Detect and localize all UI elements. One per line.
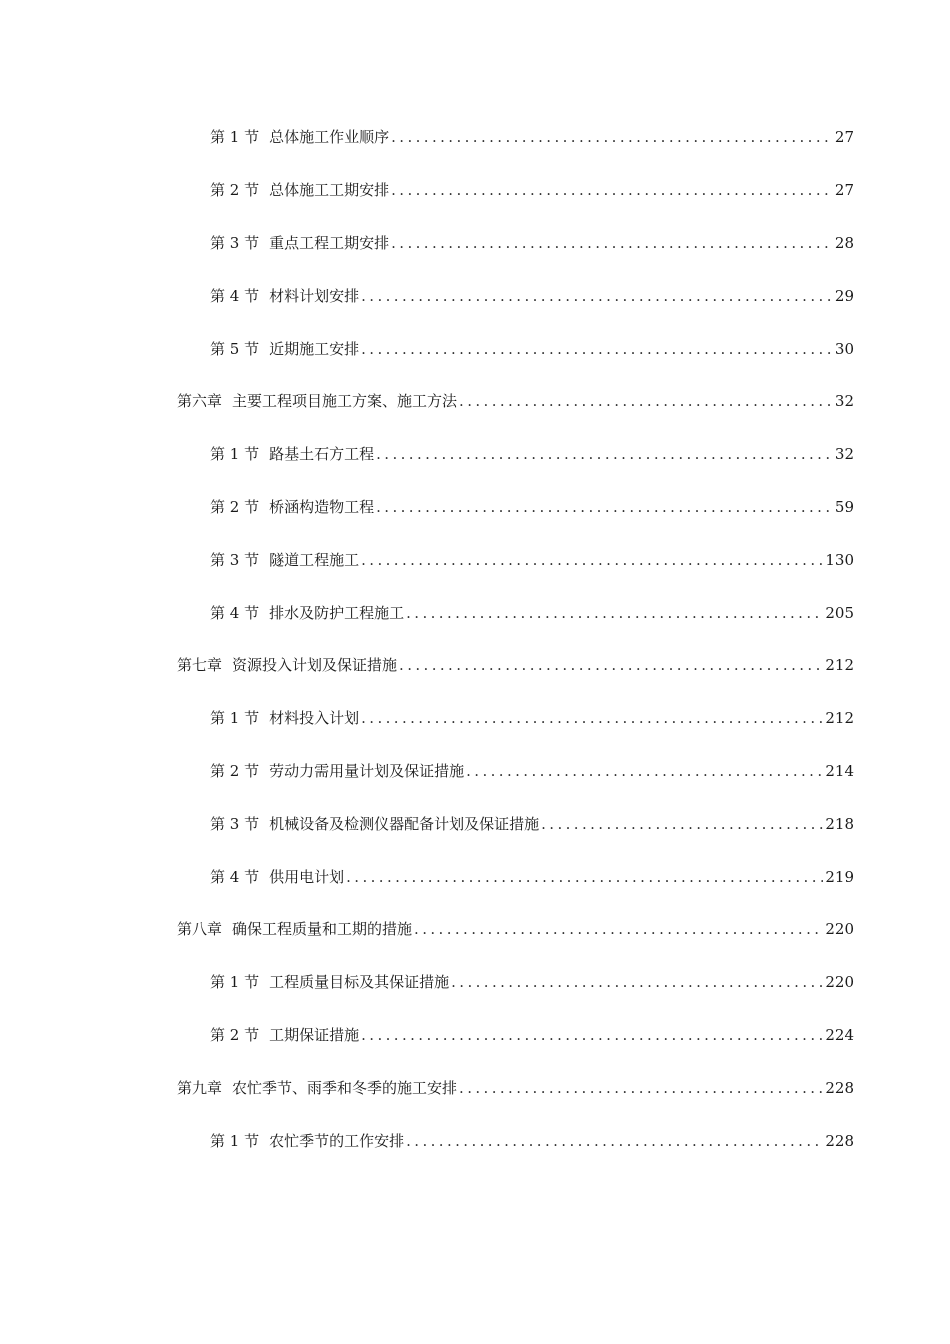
entry-page-number: 220: [825, 973, 854, 992]
toc-entry[interactable]: [0, 1114, 950, 1167]
toc-entry[interactable]: [0, 1009, 950, 1062]
entry-title: 材料计划安排: [269, 286, 360, 305]
toc-chapter-entry[interactable]: [0, 1061, 950, 1114]
entry-number: 第 2 节: [210, 761, 260, 780]
dot-leader: [466, 761, 823, 781]
dot-leader: [376, 444, 833, 464]
entry-number: 第 3 节: [210, 550, 260, 569]
entry-title: 隧道工程施工: [269, 550, 360, 569]
dot-leader: [361, 339, 833, 359]
entry-number: 第 4 节: [210, 867, 260, 886]
entry-page-number: 30: [834, 339, 854, 358]
dot-leader: [361, 550, 823, 570]
entry-title: 总体施工工期安排: [269, 181, 390, 200]
entry-title: 工期保证措施: [269, 1025, 360, 1044]
entry-number: 第 1 节: [210, 1131, 260, 1150]
toc-entry[interactable]: [0, 586, 950, 639]
entry-title: 资源投入计划及保证措施: [232, 656, 398, 675]
entry-page-number: 224: [825, 1025, 854, 1044]
entry-title: 供用电计划: [269, 867, 345, 886]
toc-entry[interactable]: [0, 850, 950, 903]
dot-leader: [406, 1131, 823, 1151]
entry-number: 第 2 节: [210, 181, 260, 200]
dot-leader: [541, 814, 823, 834]
dot-leader: [361, 286, 833, 306]
entry-number: 第 4 节: [210, 603, 260, 622]
entry-title: 重点工程工期安排: [269, 233, 390, 252]
entry-page-number: 212: [825, 709, 854, 728]
toc-entry[interactable]: [0, 428, 950, 481]
toc-chapter-entry[interactable]: [0, 903, 950, 956]
entry-number: 第 3 节: [210, 814, 260, 833]
entry-title: 劳动力需用量计划及保证措施: [269, 761, 465, 780]
entry-number: 第 2 节: [210, 497, 260, 516]
entry-title: 近期施工安排: [269, 339, 360, 358]
entry-page-number: 228: [825, 1131, 854, 1150]
entry-number: 第 1 节: [210, 128, 260, 147]
dot-leader: [391, 233, 833, 253]
entry-page-number: 228: [825, 1078, 854, 1097]
toc-entry[interactable]: [0, 322, 950, 375]
toc-entry[interactable]: [0, 956, 950, 1009]
dot-leader: [414, 919, 823, 939]
entry-number: 第 2 节: [210, 1025, 260, 1044]
entry-page-number: 218: [825, 814, 854, 833]
entry-number: 第八章: [177, 920, 223, 939]
toc-entry[interactable]: [0, 217, 950, 270]
entry-page-number: 205: [825, 603, 854, 622]
dot-leader: [459, 391, 833, 411]
entry-title: 材料投入计划: [269, 709, 360, 728]
entry-title: 路基土石方工程: [269, 445, 375, 464]
entry-page-number: 27: [834, 128, 854, 147]
dot-leader: [361, 708, 823, 728]
entry-page-number: 28: [834, 233, 854, 252]
toc-entry[interactable]: [0, 164, 950, 217]
entry-page-number: 32: [834, 445, 854, 464]
dot-leader: [361, 1025, 823, 1045]
entry-title: 机械设备及检测仪器配备计划及保证措施: [269, 814, 540, 833]
dot-leader: [459, 1078, 823, 1098]
entry-number: 第 5 节: [210, 339, 260, 358]
dot-leader: [406, 603, 823, 623]
dot-leader: [451, 972, 823, 992]
entry-page-number: 220: [825, 920, 854, 939]
toc-entry[interactable]: [0, 745, 950, 798]
entry-page-number: 219: [825, 867, 854, 886]
toc-entry[interactable]: [0, 692, 950, 745]
entry-number: 第 1 节: [210, 973, 260, 992]
dot-leader: [391, 180, 833, 200]
entry-number: 第六章: [177, 392, 223, 411]
entry-title: 确保工程质量和工期的措施: [232, 920, 413, 939]
entry-page-number: 27: [834, 181, 854, 200]
toc-chapter-entry[interactable]: [0, 375, 950, 428]
entry-number: 第 1 节: [210, 445, 260, 464]
entry-title: 工程质量目标及其保证措施: [269, 973, 450, 992]
toc-entry[interactable]: [0, 111, 950, 164]
toc-entry[interactable]: [0, 533, 950, 586]
table-of-contents: [0, 111, 950, 1167]
toc-chapter-entry[interactable]: [0, 639, 950, 692]
dot-leader: [391, 127, 833, 147]
dot-leader: [376, 497, 833, 517]
toc-entry[interactable]: [0, 797, 950, 850]
dot-leader: [346, 867, 823, 887]
entry-number: 第七章: [177, 656, 223, 675]
entry-title: 农忙季节的工作安排: [269, 1131, 405, 1150]
entry-page-number: 32: [834, 392, 854, 411]
dot-leader: [399, 655, 823, 675]
toc-entry[interactable]: [0, 269, 950, 322]
toc-entry[interactable]: [0, 481, 950, 534]
entry-title: 农忙季节、雨季和冬季的施工安排: [232, 1078, 458, 1097]
entry-title: 总体施工作业顺序: [269, 128, 390, 147]
entry-page-number: 214: [825, 761, 854, 780]
entry-title: 主要工程项目施工方案、施工方法: [232, 392, 458, 411]
entry-page-number: 212: [825, 656, 854, 675]
entry-number: 第 3 节: [210, 233, 260, 252]
entry-page-number: 59: [834, 497, 854, 516]
entry-number: 第 4 节: [210, 286, 260, 305]
entry-number: 第九章: [177, 1078, 223, 1097]
entry-page-number: 29: [834, 286, 854, 305]
entry-title: 桥涵构造物工程: [269, 497, 375, 516]
entry-title: 排水及防护工程施工: [269, 603, 405, 622]
entry-page-number: 130: [825, 550, 854, 569]
entry-number: 第 1 节: [210, 709, 260, 728]
